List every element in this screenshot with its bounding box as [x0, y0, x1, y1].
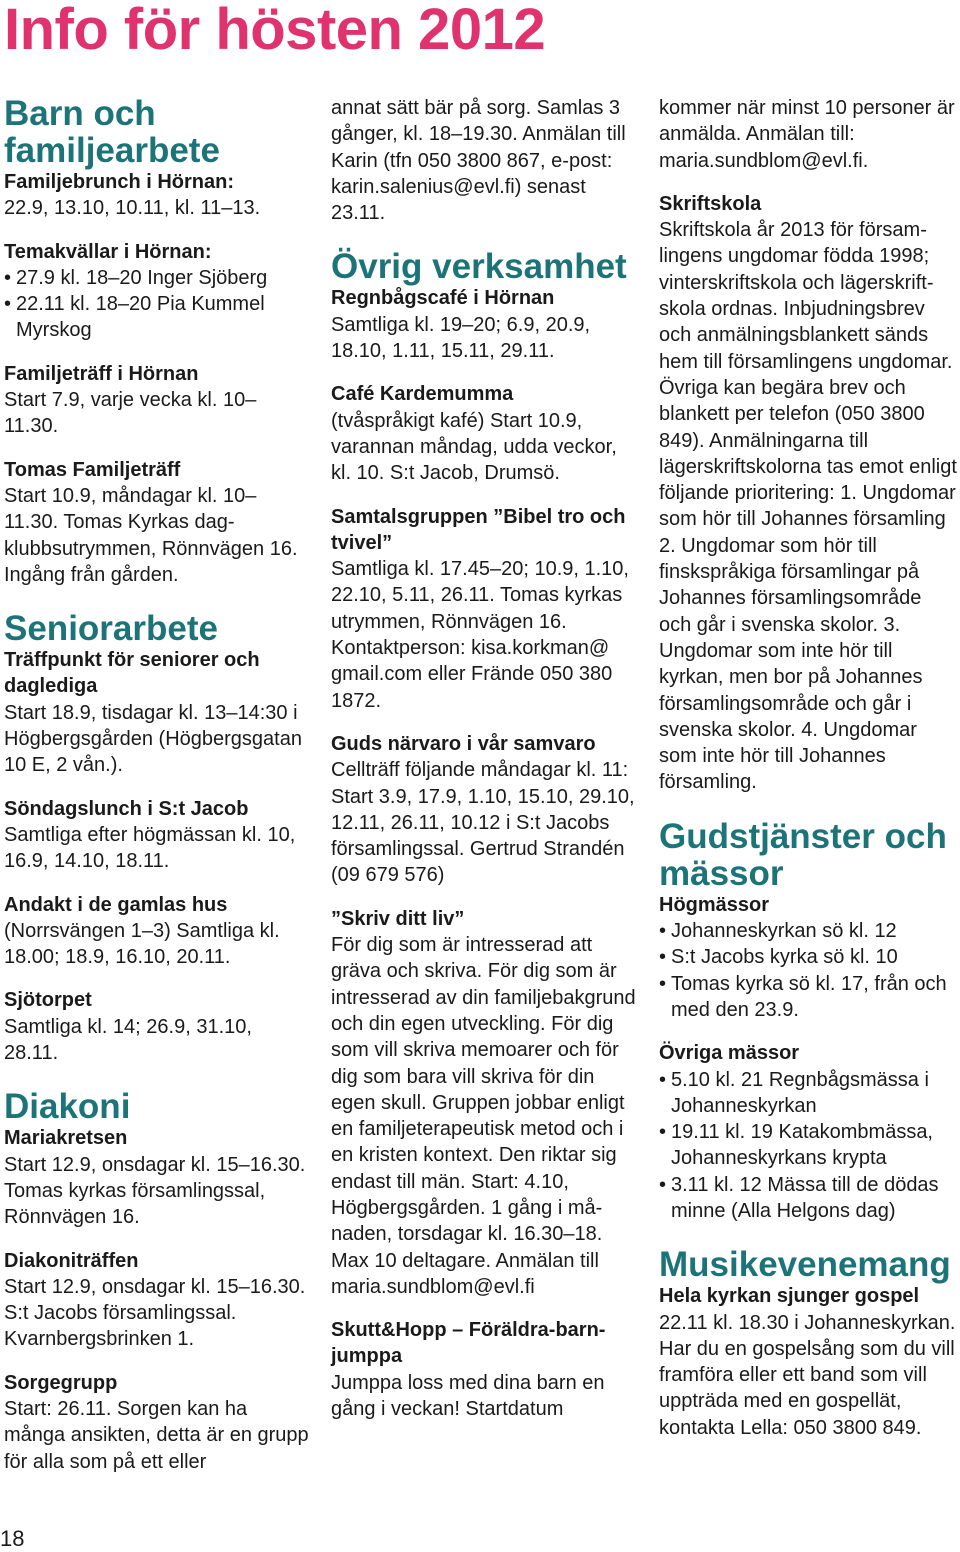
spacer	[331, 1300, 641, 1317]
column-3	[659, 95, 959, 1441]
item-title: ”Skriv ditt liv”	[331, 907, 465, 930]
item-text: Samtliga kl. 17.45–20; 10.9, 1.10, 22.10, 5.11, 26.11. Tomas kyrkas utrymmen, Rönnvägen 16. Kontaktperson: kisa.korkman@ gmail.com eller Frände 050 380 1872.	[331, 558, 629, 712]
spacer	[331, 889, 641, 906]
spacer	[659, 1023, 959, 1040]
item-text: Start 12.9, onsdagar kl. 15–16.30. S:t Jacobs församlingssal. Kvarnbergsbrinken 1.	[4, 1275, 306, 1351]
spacer	[331, 487, 641, 504]
item-title: Sorgegrupp	[4, 1371, 118, 1394]
spacer	[4, 344, 310, 361]
item-title: Sjötorpet	[4, 989, 92, 1012]
bullet-item: • 22.11 kl. 18–20 Pia Kummel Myrskog	[4, 291, 310, 344]
section-heading: Barn och familjearbete	[4, 94, 220, 170]
bullet-item: • Johanneskyrkan sö kl. 12	[659, 918, 959, 944]
spacer	[4, 1231, 310, 1248]
section-heading: Diakoni	[4, 1087, 131, 1127]
item-title: Samtalsgruppen ”Bibel tro och tvivel”	[331, 505, 626, 554]
spacer	[331, 714, 641, 731]
section-heading: Gudstjänster och mässor	[659, 816, 947, 893]
column-1	[4, 95, 310, 1475]
item-text: Start 18.9, tisdagar kl. 13–14:30 i Högbergsgården (Högbergsgatan 10 E, 2 vån.).	[4, 701, 302, 777]
spacer	[4, 1066, 310, 1088]
item-text: Start 10.9, måndagar kl. 10–11.30. Tomas Kyrkas dagklubbsutrymmen, Rönnvägen 16. Ingång från gården.	[4, 484, 298, 586]
section-heading: Seniorarbete	[4, 609, 218, 649]
item-title: Diakoniträffen	[4, 1249, 139, 1272]
spacer	[4, 588, 310, 610]
item-text: För dig som är intresserad att gräva och skriva. För dig som är intresserad av din familjebakgrund och din egen utveckling. För dig som vill skriva memoarer och för dig som bara vill skriva för din egen skull. Gruppen jobbar enligt en familjeterapeutisk metod och i en kristen kontext. Den riktar sig endast till män. Start: 4.10, Högbergsgården. 1 gång i månaden, torsdagar kl. 16.30–18. Max 10 deltagare. Anmälan till maria.sundblom@evl.fi	[331, 934, 636, 1298]
spacer	[4, 222, 310, 239]
item-text: Start 12.9, onsdagar kl. 15–16.30. Tomas kyrkas församlingssal, Rönnvägen 16.	[4, 1153, 306, 1229]
item-title: Andakt i de gamlas hus	[4, 893, 228, 916]
item-text: (Norrsvängen 1–3) Samtliga kl. 18.00; 18.9, 16.10, 20.11.	[4, 919, 280, 969]
item-text: 22.9, 13.10, 10.11, kl. 11–13.	[4, 197, 261, 220]
spacer	[4, 970, 310, 987]
item-text: Start: 26.11. Sorgen kan ha många ansikten, detta är en grupp för alla som på ett eller	[4, 1397, 309, 1473]
bullet-item: • S:t Jacobs kyrka sö kl. 10	[659, 944, 959, 970]
item-title: Övriga mässor	[659, 1042, 800, 1065]
item-title: Skutt&Hopp – Föräldra-barn-jumppa	[331, 1319, 606, 1368]
page-number: 18	[0, 1526, 25, 1551]
item-title: Familjebrunch i Hörnan:	[4, 171, 235, 193]
spacer	[4, 1353, 310, 1370]
item-title: Temakvällar i Hörnan:	[4, 240, 212, 263]
item-text: Jumppa loss med dina barn en gång i veckan! Startdatum	[331, 1371, 605, 1421]
item-title: Tomas Familjeträff	[4, 458, 181, 481]
item-text: annat sätt bär på sorg. Samlas 3 gånger, kl. 18–19.30. Anmälan till Karin (tfn 050 3800 867, e-post: karin.salenius@evl.fi) senast 23.11.	[331, 97, 626, 225]
item-text: 22.11 kl. 18.30 i Johanneskyrkan. Har du en gospelsång som du vill framföra eller ett band som vill uppträda med en gospellät, kontakta Lella: 050 3800 849.	[659, 1311, 956, 1439]
section-heading: Musikevenemang	[659, 1245, 951, 1285]
bullet-item: • 3.11 kl. 12 Mässa till de dödas minne (Alla Helgons dag)	[659, 1172, 959, 1225]
item-title: Familjeträff i Hörnan	[4, 362, 199, 385]
item-text: Skriftskola år 2013 för församlingens ungdomar födda 1998; vinterskriftskola och lägerskriftskola ordnas. Inbjudningsbrev och anmälningsblankett sänds hem till församlingens ungdomar. Övriga kan begära brev och blankett per telefon (050 3800 849). Anmälningarna till lägerskriftskolorna tas emot enligt följande prioritering: 1. Ungdomar som hör till Johannes församling 2. Ungdomar som hör till finskspråkiga församlingar på Johannes församlingsområde och går i svenska skolor. 3. Ungdomar som inte hör till kyrkan, men bor på Johannes församlingsområde och går i svenska skolor. 4. Ungdomar som inte hör till Johannes församling.	[659, 219, 957, 794]
spacer	[659, 174, 959, 191]
item-title: Skriftskola	[659, 192, 762, 215]
bullet-item: • Tomas kyrka sö kl. 17, från och med den 23.9.	[659, 971, 959, 1024]
item-text: Samtliga kl. 14; 26.9, 31.10, 28.11.	[4, 1015, 252, 1065]
bullet-item: • 5.10 kl. 21 Regnbågsmässa i Johanneskyrkan	[659, 1067, 959, 1120]
spacer	[659, 1224, 959, 1246]
item-text: (tvåspråkigt kafé) Start 10.9, varannan måndag, udda veckor, kl. 10. S:t Jacob, Drumsö.	[331, 409, 617, 485]
item-text: Cellträff följande måndagar kl. 11: Start 3.9, 17.9, 1.10, 15.10, 29.10, 12.11, 26.11, 10.12 i S:t Jacobs församlingssal. Gertrud Strandén (09 679 576)	[331, 759, 635, 887]
spacer	[331, 226, 641, 248]
item-title: Högmässor	[659, 893, 770, 916]
spacer	[331, 364, 641, 381]
item-title: Hela kyrkan sjunger gospel	[659, 1285, 920, 1308]
item-text: Samtliga efter högmässan kl. 10, 16.9, 14.10, 18.11.	[4, 823, 296, 873]
item-text: kommer när minst 10 personer är anmälda. Anmälan till: maria.sundblom@evl.fi.	[659, 97, 955, 172]
section-heading: Övrig verksamhet	[331, 247, 627, 287]
spacer	[4, 875, 310, 892]
item-text: Samtliga kl. 19–20; 6.9, 20.9, 18.10, 1.11, 15.11, 29.11.	[331, 313, 591, 363]
page-title: Info för hösten 2012	[4, 0, 546, 62]
spacer	[4, 440, 310, 457]
bullet-item: • 19.11 kl. 19 Katakombmässa, Johanneskyrkans krypta	[659, 1119, 959, 1172]
bullet-item: • 27.9 kl. 18–20 Inger Sjöberg	[4, 265, 310, 291]
spacer	[4, 779, 310, 796]
spacer	[659, 796, 959, 818]
item-title: Söndagslunch i S:t Jacob	[4, 797, 249, 820]
item-title: Mariakretsen	[4, 1127, 128, 1150]
item-title: Regnbågscafé i Hörnan	[331, 287, 555, 310]
item-title: Guds närvaro i vår samvaro	[331, 732, 596, 755]
item-title: Café Kardemumma	[331, 383, 514, 406]
item-text: Start 7.9, varje vecka kl. 10–11.30.	[4, 389, 257, 438]
item-title: Träffpunkt för seniorer och daglediga	[4, 649, 260, 698]
column-2	[331, 95, 641, 1422]
